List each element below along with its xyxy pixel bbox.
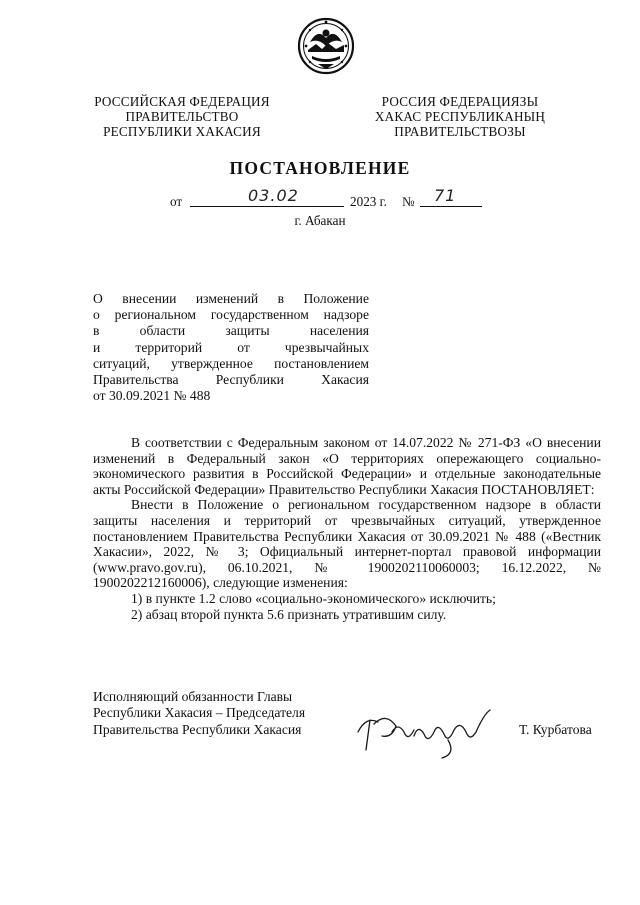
subject-line: Правительства Республики Хакасия [93,372,369,388]
subject-line: О внесении изменений в Положение [93,291,369,306]
header-right-line: РОССИЯ ФЕДЕРАЦИЯЗЫ [381,94,539,109]
handwritten-number: 71 [434,186,457,205]
subject-line: о региональном государственном надзоре [93,307,369,323]
header-right-block [360,94,560,139]
subject-block [93,291,369,404]
body-paragraph: В соответствии с Федеральным законом от 14.07.2022 № 271-ФЗ «О внесении изменений в Федеральный закон «О территориях опережающего социально-экономического развития в Российской Федерации» и отдельные законодательные акты Российской Федерации» Правительство Республики Хакасия ПОСТАНОВЛЯЕТ: [93,435,601,497]
subject-line: ситуаций, утвержденное постановлением [93,355,369,371]
signatory-title-line: Правительства Республики Хакасия [93,721,302,737]
body-list-item: 2) абзац второй пункта 5.6 признать утратившим силу. [131,606,447,622]
city-label: г. Абакан [294,213,346,228]
header-left-block [82,94,282,139]
signatory-name: Т. Курбатова [519,722,592,737]
header-left-line: РОССИЙСКАЯ ФЕДЕРАЦИЯ [94,94,270,109]
date-from-label: от [170,194,183,209]
handwritten-date: 03.02 [248,186,299,205]
subject-line: от 30.09.2021 № 488 [93,388,211,404]
document-body [93,435,601,622]
header-right-line: ПРАВИТЕЛЬСТВОЗЫ [394,124,526,139]
signatory-title-line: Исполняющий обязанности Главы [93,689,293,704]
date-number-line [170,186,490,212]
body-list-item: 1) в пункте 1.2 слово «социально-экономического» исключить; [131,590,496,606]
date-blank-line [190,186,344,207]
subject-line: и территорий от чрезвычайных [93,339,369,355]
header-right-line: ХАКАС РЕСПУБЛИКАНЫҢ [374,109,546,124]
handwritten-signature [352,702,502,760]
document-title: ПОСТАНОВЛЕНИЕ [229,158,411,178]
number-label: № [402,194,415,209]
signatory-title-line: Республики Хакасия – Председателя [93,705,306,721]
signatory-title [93,689,343,738]
header-left-line: ПРАВИТЕЛЬСТВО [125,109,239,124]
coat-of-arms-emblem [296,16,356,76]
header-left-line: РЕСПУБЛИКИ ХАКАСИЯ [103,124,261,139]
subject-line: в области защиты населения [93,323,369,339]
year-label: 2023 г. [350,194,387,209]
body-paragraph: Внести в Положение о региональном государственном надзоре в области защиты населения и территорий от чрезвычайных ситуаций, утвержденное постановлением Правительства Республики Хакасия от 30.09.2021 № 488 («Вестник Хакасии», 2022, № 3; Официальный интернет-портал правовой информации (www.pravo.gov.ru), 06.10.2021, № 1900202110060003; 16.12.2022, № 1900202212160006), следующие изменения: [93,497,601,591]
number-blank-line [420,186,482,207]
